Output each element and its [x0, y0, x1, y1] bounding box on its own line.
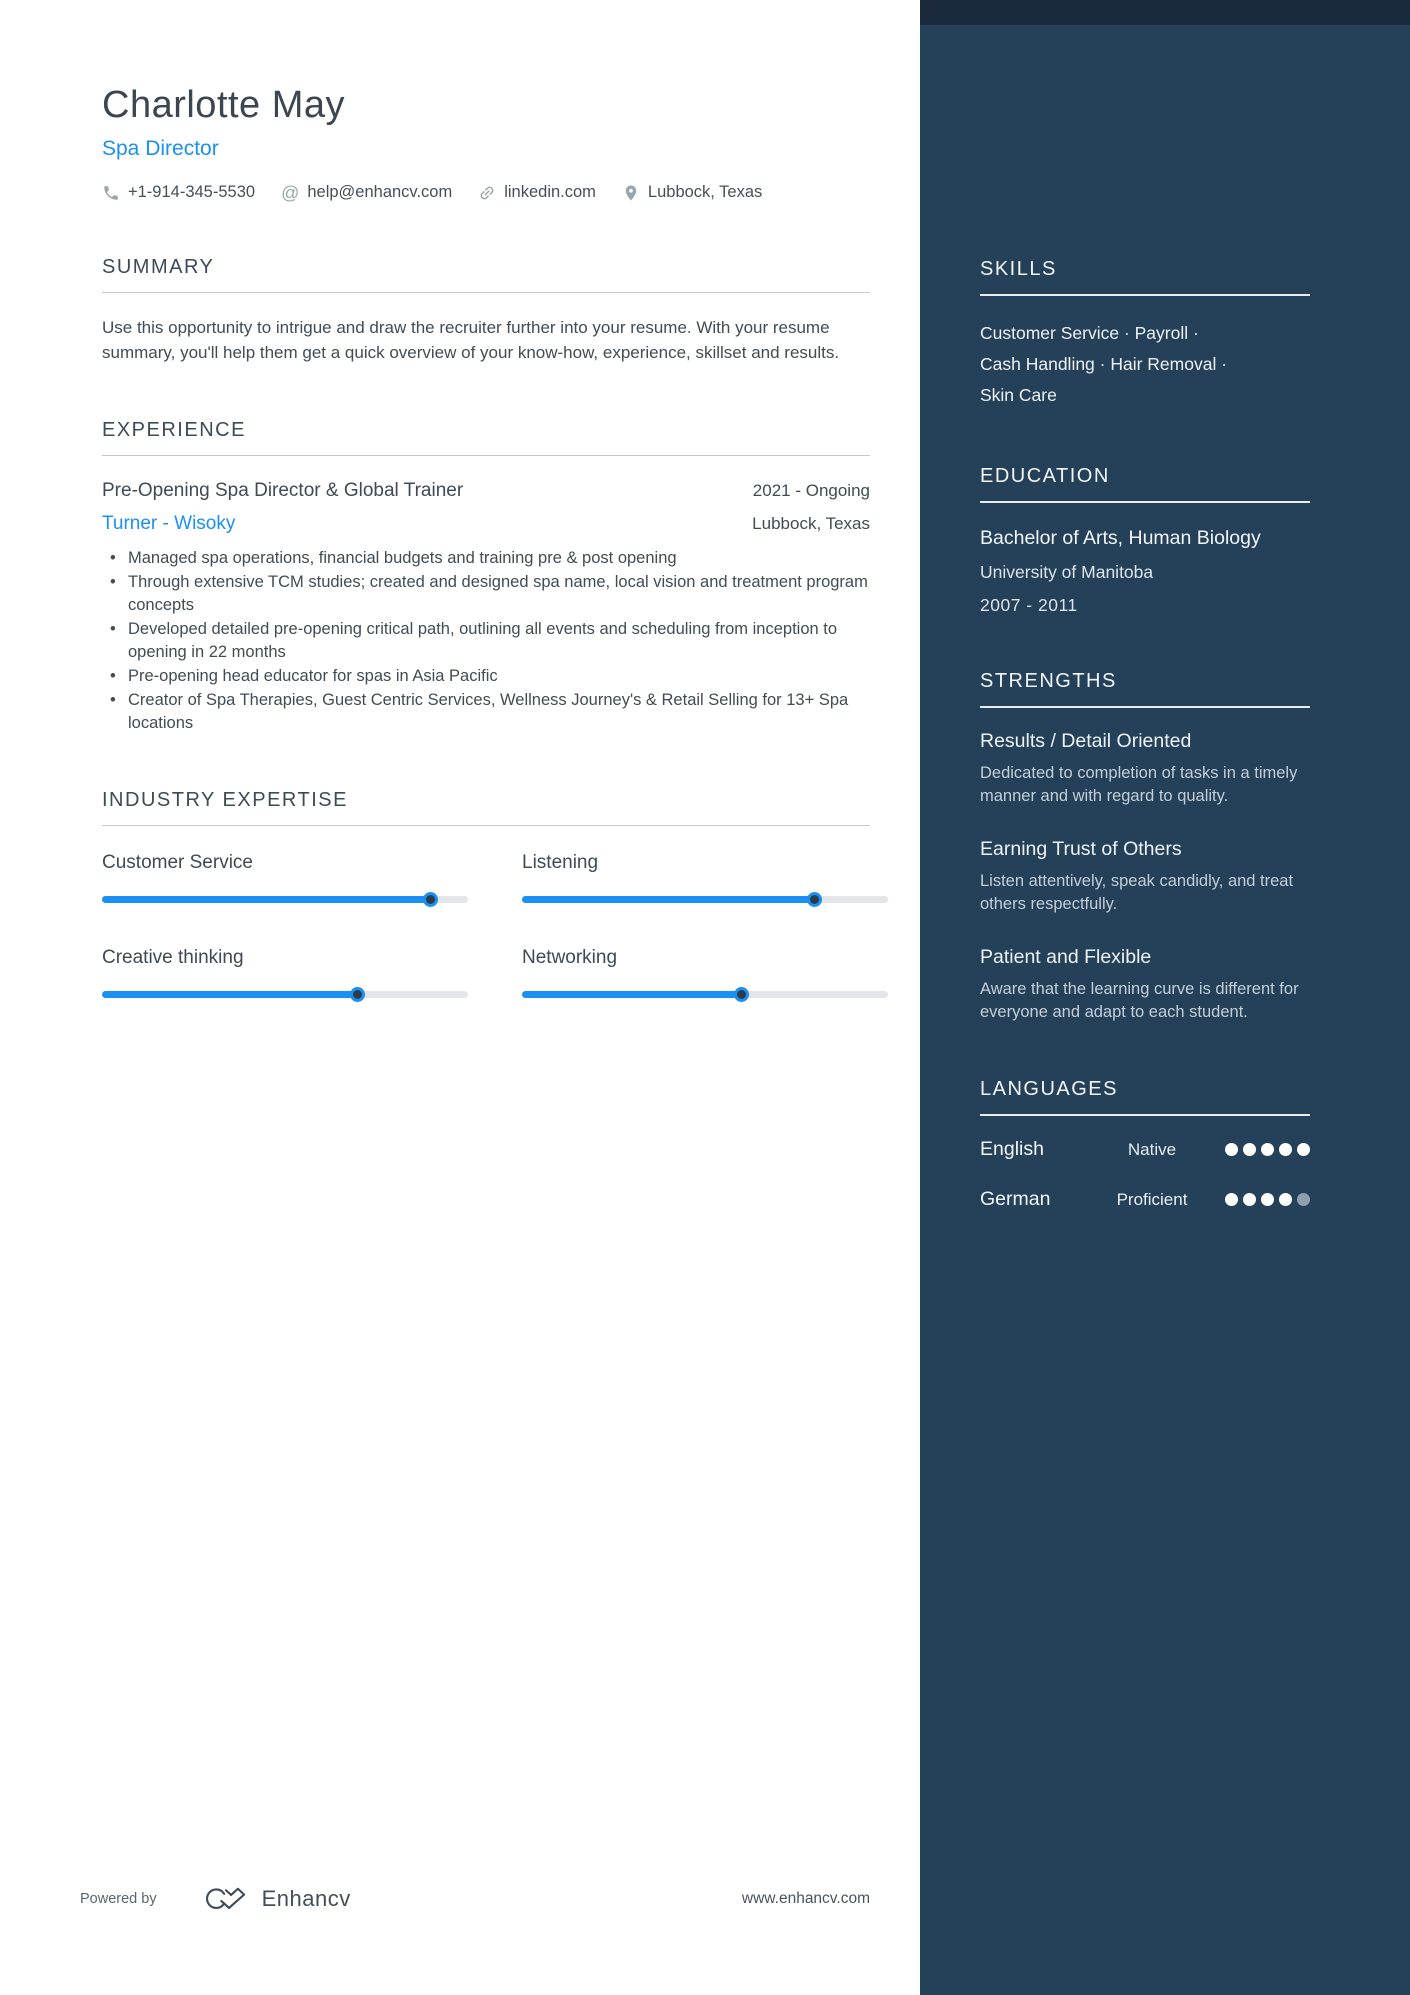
proficiency-dot — [1279, 1143, 1292, 1156]
education-school: University of Manitoba — [980, 562, 1154, 582]
proficiency-dot — [1243, 1143, 1256, 1156]
slider-handle[interactable] — [423, 892, 438, 907]
expertise-label: Creative thinking — [102, 947, 244, 968]
experience-entry — [102, 480, 870, 735]
summary-heading: SUMMARY — [102, 256, 215, 278]
strengths-section — [980, 670, 1310, 1024]
slider-fill — [522, 991, 742, 998]
main-column — [0, 0, 920, 1002]
expertise-slider[interactable] — [522, 892, 888, 907]
footer-url[interactable]: www.enhancv.com — [741, 1890, 870, 1907]
experience-section — [102, 419, 870, 735]
strengths-heading: STRENGTHS — [980, 670, 1117, 692]
job-bullet: • Managed spa operations, financial budgets and training pre & post opening — [102, 547, 870, 570]
language-level: Native — [1127, 1139, 1177, 1159]
strength-text: Listen attentively, speak candidly, and treat others respectfully. — [980, 872, 1294, 913]
industry-expertise-section — [102, 789, 870, 1002]
proficiency-dot — [1225, 1193, 1238, 1206]
divider — [980, 501, 1310, 503]
slider-handle[interactable] — [807, 892, 822, 907]
education-heading: EDUCATION — [980, 465, 1110, 487]
strength-text: Dedicated to completion of tasks in a timely manner and with regard to quality. — [980, 764, 1298, 805]
job-location: Lubbock, Texas — [752, 514, 870, 533]
language-name: English — [980, 1138, 1044, 1160]
languages-heading: LANGUAGES — [980, 1078, 1118, 1100]
phone-icon — [102, 184, 120, 202]
linkedin-url[interactable]: linkedin.com — [504, 183, 596, 201]
linkedin-contact — [478, 183, 596, 202]
sidebar — [920, 0, 1410, 1995]
enhancv-logo-icon — [199, 1884, 251, 1914]
education-years: 2007 - 2011 — [980, 595, 1078, 615]
skills-heading: SKILLS — [980, 258, 1057, 280]
skills-line: Customer Service · Payroll · — [980, 323, 1199, 343]
proficiency-dot — [1243, 1193, 1256, 1206]
slider-fill — [102, 991, 358, 998]
education-degree: Bachelor of Arts, Human Biology — [980, 527, 1261, 549]
enhancv-wordmark: Enhancv — [261, 1886, 351, 1911]
job-company[interactable]: Turner - Wisoky — [102, 513, 236, 534]
job-dates: 2021 - Ongoing — [752, 481, 870, 500]
proficiency-dot — [1225, 1143, 1238, 1156]
strength-title: Earning Trust of Others — [980, 838, 1182, 860]
expertise-slider[interactable] — [102, 987, 468, 1002]
expertise-item — [102, 947, 468, 1002]
strength-item — [980, 838, 1310, 916]
language-dots — [1225, 1193, 1310, 1206]
skills-line: Skin Care — [980, 385, 1057, 405]
proficiency-dot — [1261, 1193, 1274, 1206]
footer — [0, 1884, 920, 1914]
divider — [102, 825, 870, 826]
expertise-item — [102, 852, 468, 907]
email-address[interactable]: help@enhancv.com — [307, 183, 453, 201]
experience-heading: EXPERIENCE — [102, 419, 246, 441]
enhancv-logo[interactable] — [199, 1884, 351, 1914]
job-bullets — [102, 547, 870, 735]
proficiency-dot — [1279, 1193, 1292, 1206]
phone-contact — [102, 183, 255, 202]
strength-title: Results / Detail Oriented — [980, 730, 1192, 752]
language-row — [980, 1188, 1310, 1211]
person-name: Charlotte May — [102, 84, 346, 126]
location-contact — [622, 183, 762, 202]
contact-row — [102, 183, 870, 202]
proficiency-dot — [1261, 1143, 1274, 1156]
slider-fill — [522, 896, 815, 903]
language-dots — [1225, 1143, 1310, 1156]
expertise-label: Listening — [522, 852, 599, 873]
powered-by-label: Powered by — [80, 1891, 157, 1907]
divider — [980, 706, 1310, 708]
slider-handle[interactable] — [350, 987, 365, 1002]
proficiency-dot — [1297, 1193, 1310, 1206]
job-bullet: • Developed detailed pre-opening critical path, outlining all events and scheduling from inception to opening in 22 months — [102, 618, 870, 664]
industry-expertise-heading: INDUSTRY EXPERTISE — [102, 789, 348, 811]
location-text: Lubbock, Texas — [647, 183, 763, 201]
language-name: German — [980, 1188, 1051, 1210]
strength-item — [980, 730, 1310, 808]
strength-text: Aware that the learning curve is different for everyone and adapt to each student. — [980, 980, 1299, 1021]
expertise-item — [522, 947, 888, 1002]
summary-text: Use this opportunity to intrigue and draw the recruiter further into your resume. With your resume summary, you'll help them get a quick overview of your know-how, experience, skillset and results. — [102, 318, 840, 362]
job-bullet: • Pre-opening head educator for spas in Asia Pacific — [102, 665, 870, 688]
expertise-item — [522, 852, 888, 907]
job-bullet: • Through extensive TCM studies; created and designed spa name, local vision and treatment program concepts — [102, 571, 870, 617]
slider-handle[interactable] — [734, 987, 749, 1002]
email-contact — [281, 183, 452, 202]
expertise-label: Networking — [522, 947, 618, 968]
sidebar-top-strip — [920, 0, 1410, 25]
strength-title: Patient and Flexible — [980, 946, 1152, 968]
phone-number[interactable]: +1-914-345-5530 — [128, 183, 256, 201]
languages-section — [980, 1078, 1310, 1211]
divider — [102, 455, 870, 456]
expertise-slider[interactable] — [522, 987, 888, 1002]
divider — [102, 292, 870, 293]
expertise-label: Customer Service — [102, 852, 253, 873]
job-bullet: • Creator of Spa Therapies, Guest Centric Services, Wellness Journey's & Retail Selling for 13+ Spa locations — [102, 689, 870, 735]
education-section — [980, 465, 1310, 616]
at-icon: @ — [281, 182, 300, 203]
divider — [980, 294, 1310, 296]
skills-section — [980, 258, 1310, 411]
job-title: Pre-Opening Spa Director & Global Trainer — [102, 480, 464, 501]
link-icon — [474, 180, 499, 205]
strength-item — [980, 946, 1310, 1024]
slider-fill — [102, 896, 431, 903]
proficiency-dot — [1297, 1143, 1310, 1156]
skills-line: Cash Handling · Hair Removal · — [980, 354, 1228, 374]
location-icon — [622, 184, 640, 202]
language-row — [980, 1138, 1310, 1161]
divider — [980, 1114, 1310, 1116]
person-job-title: Spa Director — [102, 137, 219, 160]
summary-section — [102, 256, 870, 365]
language-level: Proficient — [1116, 1189, 1188, 1209]
expertise-slider[interactable] — [102, 892, 468, 907]
